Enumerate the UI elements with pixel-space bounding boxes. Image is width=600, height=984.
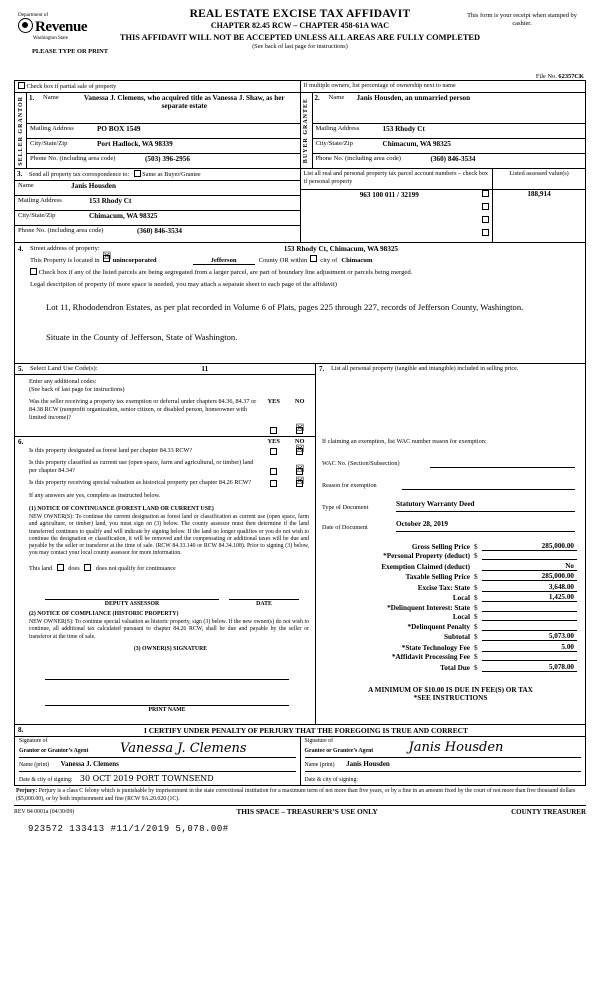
seller-name-label: Name [43,94,59,102]
s6q2-yes-checkbox[interactable] [270,468,277,475]
partial-sale-label: Check box if partial sale of property [26,83,117,90]
doc-type-value[interactable]: Statutory Warranty Deed [396,500,575,512]
state-label: Washington State [33,36,69,41]
county-value[interactable]: Jefferson [193,257,255,265]
s6q3-no-checkbox[interactable] [296,480,303,487]
form-title: REAL ESTATE EXCISE TAX AFFIDAVIT [189,8,411,20]
additional-codes-label: Enter any additional codes: [29,377,97,385]
dollar-sign-11: $ [474,653,478,662]
dollar-sign-9: $ [474,633,478,642]
parcel-value-2[interactable] [301,216,479,229]
dept-label: Department of [18,12,49,18]
dollar-sign-12: $ [474,663,478,672]
historic-question: Is this property receiving special valuation as historical property per chapter 84.26 RCW? [29,478,252,486]
file-no-value: 62357CK [558,73,584,80]
section-1-number: 1. [29,94,35,103]
tax-computation-block [316,532,585,672]
section-5-number: 5. [18,364,24,373]
wac-no-value[interactable] [430,456,575,468]
does-qualify-checkbox[interactable] [57,564,64,571]
money-row-4 [320,583,577,592]
buyer-side-label: BUYER GRANTEE [303,97,309,164]
print-name-label: PRINT NAME [148,707,186,714]
city-checkbox[interactable] [310,255,317,262]
section-8-number: 8. [18,726,24,735]
s6q2-no-checkbox[interactable] [296,468,303,475]
money-value-11[interactable] [482,660,577,661]
buyer-mailing-value[interactable]: 153 Rhody Ct [382,125,425,134]
revenue-wordmark: Revenue [35,19,88,35]
grantee-sig-label: Signature of [304,738,333,745]
dollar-sign-8: $ [474,622,478,631]
assessed-value-0[interactable]: 188,914 [527,190,551,199]
buyer-mailing-label: Mailing Address [315,125,360,133]
seller-mailing-label: Mailing Address [30,125,74,133]
minimum-due-note: A MINIMUM OF $10.00 IS DUE IN FEE(S) OR TAX [368,685,533,694]
grantor-sig-label-2: Grantor or Grantor’s Agent [19,747,89,754]
corr-name-value[interactable]: Janis Housden [71,182,116,191]
money-value-6[interactable] [482,611,577,612]
segregated-checkbox[interactable] [30,268,37,275]
perjury-note [14,786,586,803]
corr-citystate-label: City/State/Zip [18,212,56,220]
assessed-value-3[interactable] [493,229,585,242]
buyer-name-value[interactable]: Janis Housden, an unmarried person [356,94,471,103]
money-label-6: *Delinquent Interest: State [387,603,470,612]
please-type-label: PLEASE TYPE OR PRINT [32,48,109,55]
corr-mailing-label: Mailing Address [18,197,62,205]
current-use-question: Is this property classified as current use (open space, farm and agricultural, or timber) land per chapter 84.34? [29,458,254,474]
dollar-sign-1: $ [474,552,478,561]
money-value-7[interactable] [482,620,577,621]
perjury-text: Perjury is a class C felony which is punishable by imprisonment in the state correctional institution for a maximum term of not more than five years, or by a fine in an amount fixed by the court of not more than five thousand dollars ($5,000.00), or by both imprisonment and fine (RCW 9A.20.020 (1C). [16,788,576,802]
forest-land-question: Is this property designated as forest land per chapter 84.33 RCW? [29,446,193,454]
continuance-qualify-row [15,558,315,573]
money-row-1 [320,552,577,560]
money-row-5 [320,593,577,602]
s6q1-yes-checkbox[interactable] [270,448,277,455]
buyer-citystate-label: City/State/Zip [315,140,353,148]
parcel-value-3[interactable] [301,229,479,242]
dollar-sign-4: $ [474,583,478,592]
personal-property-input[interactable] [316,374,585,436]
form-warning: THIS AFFIDAVIT WILL NOT BE ACCEPTED UNLESS ALL AREAS ARE FULLY COMPLETED [119,33,481,42]
this-land-label: This land [29,564,53,572]
section-2-number: 2. [314,94,320,103]
receipt-note: This form is your receipt when stamped by cashier. [467,12,577,27]
seller-name-value[interactable]: Vanessa J. Clemens, who acquired title as Vanessa J. Shaw, as her separate estate [83,94,285,111]
money-label-7: Local [452,613,470,622]
segregated-label: Check box if any of the listed parcels are being segregated from a larger parcel, are part of boundary line adjustment or parcels being merged. [38,269,413,277]
assessed-value-2[interactable] [493,216,585,229]
section-3 [14,169,586,243]
grantee-sig-label-2: Grantee or Grantee’s Agent [304,747,374,754]
money-label-0: Gross Selling Price [411,542,470,551]
notice-compliance-title: (2) NOTICE OF COMPLIANCE (HISTORIC PROPERTY) [29,610,179,617]
dollar-sign-10: $ [474,643,478,652]
notice-compliance-body: NEW OWNER(S): To continue special valuation as historic property, sign (3) below. If the new owner(s) do not wish to continue, all additional tax calculated pursuant to chapter 84.26 RCW, shall be due and payable by the seller or transferor at the time of sale. [29,619,309,640]
reason-exemption-label: Reason for exemption [322,481,377,489]
money-row-7 [320,613,577,621]
money-value-1[interactable] [482,559,577,560]
does-not-qualify-checkbox[interactable] [84,564,91,571]
s6-no-label: NO [294,437,305,445]
personal-property-checkbox-0[interactable] [482,190,489,197]
money-row-0 [320,542,577,551]
owner-signature-line[interactable] [45,667,289,680]
does-not-label: does not qualify for continuance [95,564,176,572]
partial-sale-checkbox[interactable] [18,82,25,89]
city-of-label: city of [320,257,338,265]
money-value-5[interactable]: 1,425.00 [482,593,577,602]
personal-property-label: List all personal property (tangible and intangible) included in selling price. [331,364,519,372]
seller-mailing-value[interactable]: PO BOX 1549 [97,125,141,134]
money-value-3[interactable]: 285,000.00 [482,572,577,581]
seller-side-label: SELLER GRANTOR [17,95,24,166]
money-row-10 [320,643,577,652]
land-use-value[interactable]: 11 [201,364,209,373]
doc-date-label: Date of Document [322,523,368,531]
rev-number: REV 84 0001a (04/30/09) [14,809,75,816]
money-label-1: *Personal Property (deduct) [383,552,470,561]
same-as-buyer-checkbox[interactable] [134,170,141,177]
form-instructions-note: (See back of last page for instructions) [252,43,348,50]
money-row-12 [320,663,577,672]
grantor-date-city-label: Date & city of signing: [19,777,73,784]
legal-description-text-2: Situate in the County of Jefferson, State of Washington. [46,331,238,342]
money-label-9: Subtotal [444,633,470,642]
money-label-3: Taxable Selling Price [405,573,470,582]
personal-property-checkbox-1[interactable] [482,203,489,210]
parcel-value-1[interactable] [301,203,479,216]
personal-property-checkbox-2[interactable] [482,216,489,223]
money-value-9[interactable]: 5,073.00 [482,632,577,641]
grantee-signature[interactable]: Janis Housden [408,740,504,756]
money-value-4[interactable]: 3,648.00 [482,583,577,592]
money-label-2: Exemption Claimed (deduct) [381,562,470,571]
corr-phone-value[interactable]: (360) 846-3534 [137,227,182,236]
file-number-row [14,73,586,80]
s6q1-no-checkbox[interactable] [296,448,303,455]
section-7-number: 7. [319,364,325,373]
money-row-8 [320,623,577,631]
county-treasurer-label: COUNTY TREASURER [511,808,586,817]
does-label: does [68,564,80,572]
grantor-signature[interactable]: Vanessa J. Clemens [120,741,247,757]
form-footer [14,805,586,816]
section-1 [14,80,586,169]
buyer-phone-label: Phone No. (including area code) [315,155,402,163]
revenue-seal-icon [18,18,33,33]
form-header [14,8,586,72]
deputy-assessor-label: DEPUTY ASSESSOR [104,600,160,607]
perjury-label: Perjury: [16,788,38,795]
unincorporated-label: unincorporated [112,257,157,265]
unincorporated-checkbox[interactable] [103,255,110,262]
grantor-name-value[interactable]: Vanessa J. Clemens [60,759,119,768]
seller-exemption-question: Was the seller receiving a property tax exemption or deferral under chapters 84.36, 84.37 or 84.38 RCW (nonprofit organization, senior citizen, or disabled person, homeowner with limited income)? [29,397,257,421]
money-value-0[interactable]: 285,000.00 [482,542,577,551]
see-back-label: (See back of last page for instructions) [29,385,125,393]
grantor-sig-label: Signature of [19,738,48,745]
exemption-claim-label: If claiming an exemption, list WAC number reason for exemption: [322,437,487,445]
certify-statement: I CERTIFY UNDER PENALTY OF PERJURY THAT THE FOREGOING IS TRUE AND CORRECT [144,726,468,736]
grantee-name-print-label: Name (print) [304,761,335,768]
street-address-label: Street address of property: [30,245,100,253]
money-value-8[interactable] [482,630,577,631]
money-label-8: *Delinquent Penalty [407,622,470,631]
city-value[interactable]: Chimacum [341,257,373,265]
located-in-label: This Property is located in [30,257,100,265]
seller-citystate-label: City/State/Zip [30,140,68,148]
doc-type-label: Type of Document [322,503,369,511]
treasurer-stamp: 923572 133413 #11/1/2019 5,078.00# [28,824,229,835]
s6-yes-label: YES [267,437,280,445]
corr-name-label: Name [18,182,34,190]
s5-no-label: NO [294,397,305,405]
s5-yes-label: YES [267,397,280,405]
money-label-5: Local [452,594,470,603]
additional-codes-block [15,375,315,395]
seller-citystate-value[interactable]: Port Hadlock, WA 98339 [97,140,173,149]
treasurer-space-label: THIS SPACE – TREASURER’S USE ONLY [236,807,378,817]
parcel-header: List all real and personal property tax parcel account numbers – check box if personal property [301,169,493,190]
section-3-number: 3. [17,170,23,179]
same-as-buyer-label: Same as Buyer/Grantee [142,171,201,179]
s5-no-checkbox[interactable] [296,427,303,434]
money-label-10: *State Technology Fee [401,643,470,652]
sections-567 [14,364,586,726]
parcel-value-0[interactable]: 963 100 011 / 32199 [359,191,419,200]
dollar-sign-7: $ [474,613,478,622]
dollar-sign-0: $ [474,542,478,551]
wac-no-label: WAC No. (Section/Subsection) [322,459,400,467]
money-label-4: Excise Tax: State [417,583,470,592]
if-any-yes-label: If any answers are yes, complete as instructed below. [29,491,161,499]
deputy-assessor-date-line[interactable] [229,587,299,600]
deputy-assessor-date-label: DATE [256,600,272,607]
money-row-2 [320,562,577,571]
s6q3-yes-checkbox[interactable] [270,480,277,487]
buyer-phone-value[interactable]: (360) 846-3534 [430,155,476,164]
seller-phone-value[interactable]: (503) 396-2956 [145,155,190,164]
grantee-date-city-label: Date & city of signing: [304,777,358,784]
reason-exemption-value[interactable] [402,478,575,490]
correspondence-label: Send all property tax correspondence to: [29,171,130,179]
assessed-value-1[interactable] [493,203,585,216]
money-value-12[interactable]: 5,078.00 [482,663,577,672]
section-4-number: 4. [18,245,24,254]
money-row-11 [320,653,577,661]
money-value-2[interactable]: No [482,562,577,571]
section-8 [14,725,586,786]
form-chapter: CHAPTER 82.45 RCW – CHAPTER 458-61A WAC [210,21,390,30]
land-use-label: Select Land Use Code(s): [30,364,98,372]
money-row-3 [320,572,577,581]
street-address-value[interactable]: 153 Rhody Ct, Chimacum, WA 98325 [283,245,399,254]
money-label-12: Total Due [440,663,470,672]
money-row-9 [320,632,577,641]
buyer-citystate-value[interactable]: Chimacum, WA 98325 [382,140,451,149]
grantor-name-print-label: Name (print) [19,761,50,768]
notice-continuance-body: NEW OWNER(S): To continue the current designation as forest land or classification as current use (open space, farm and agriculture, or timber) land, you must sign on (3) below. The county assessor must then determine if the land transferred continues to qualify and will indicate by signing below. If the land no longer qualifies or you do not wish to continue the designation or classification, it will be removed and the compensating or additional taxes will be due and payable by the seller or transferor at the time of sale. (RCW 84.33.140 or RCW 84.34.108). Prior to signing (3) below, you may contact your local county assessor for more information. [29,514,309,557]
legal-description-text: Lot 11, Rhododendron Estates, as per plat recorded in Volume 6 of Plats, pages 225 through 227, records of Jefferson County, Washington. [46,302,524,313]
multiple-owners-label: If multiple owners, list percentage of ownership next to name [300,81,586,92]
owner-signature-label: (3) OWNER(S) SIGNATURE [133,645,208,652]
agency-logo [18,12,138,41]
dollar-sign-6: $ [474,603,478,612]
grantor-date-city-value[interactable]: 30 OCT 2019 PORT TOWNSEND [79,774,214,784]
corr-citystate-value[interactable]: Chimacum, WA 98325 [89,212,158,221]
corr-phone-label: Phone No. (including area code) [18,227,104,235]
seller-phone-label: Phone No. (including area code) [30,155,116,163]
section-4 [14,243,586,364]
dollar-sign-5: $ [474,594,478,603]
s5-yes-checkbox[interactable] [270,427,277,434]
legal-description-label: Legal description of property (if more space is needed, you may attach a separate sheet to each page of the affidavit) [30,281,337,289]
buyer-name-label: Name [328,94,345,102]
see-instructions-note: *SEE INSTRUCTIONS [413,693,488,702]
personal-property-checkbox-3[interactable] [482,229,489,236]
money-label-11: *Affidavit Processing Fee [391,653,470,662]
print-name-line[interactable] [45,693,289,706]
dollar-sign-3: $ [474,573,478,582]
county-or-label: County OR within [258,257,308,265]
grantee-name-value[interactable]: Janis Housden [346,759,390,768]
section-6-number: 6. [18,437,24,446]
doc-date-value[interactable]: October 28, 2019 [396,520,575,532]
notice-continuance-title: (1) NOTICE OF CONTINUANCE (FOREST LAND OR CURRENT USE) [29,506,214,512]
assessed-header: Listed assessed value(s) [493,169,585,190]
corr-mailing-value[interactable]: 153 Rhody Ct [89,197,132,206]
file-no-label: File No. [535,73,557,80]
money-value-10[interactable]: 5.00 [482,643,577,652]
deputy-assessor-sig-line[interactable] [45,587,219,600]
money-row-6 [320,604,577,612]
